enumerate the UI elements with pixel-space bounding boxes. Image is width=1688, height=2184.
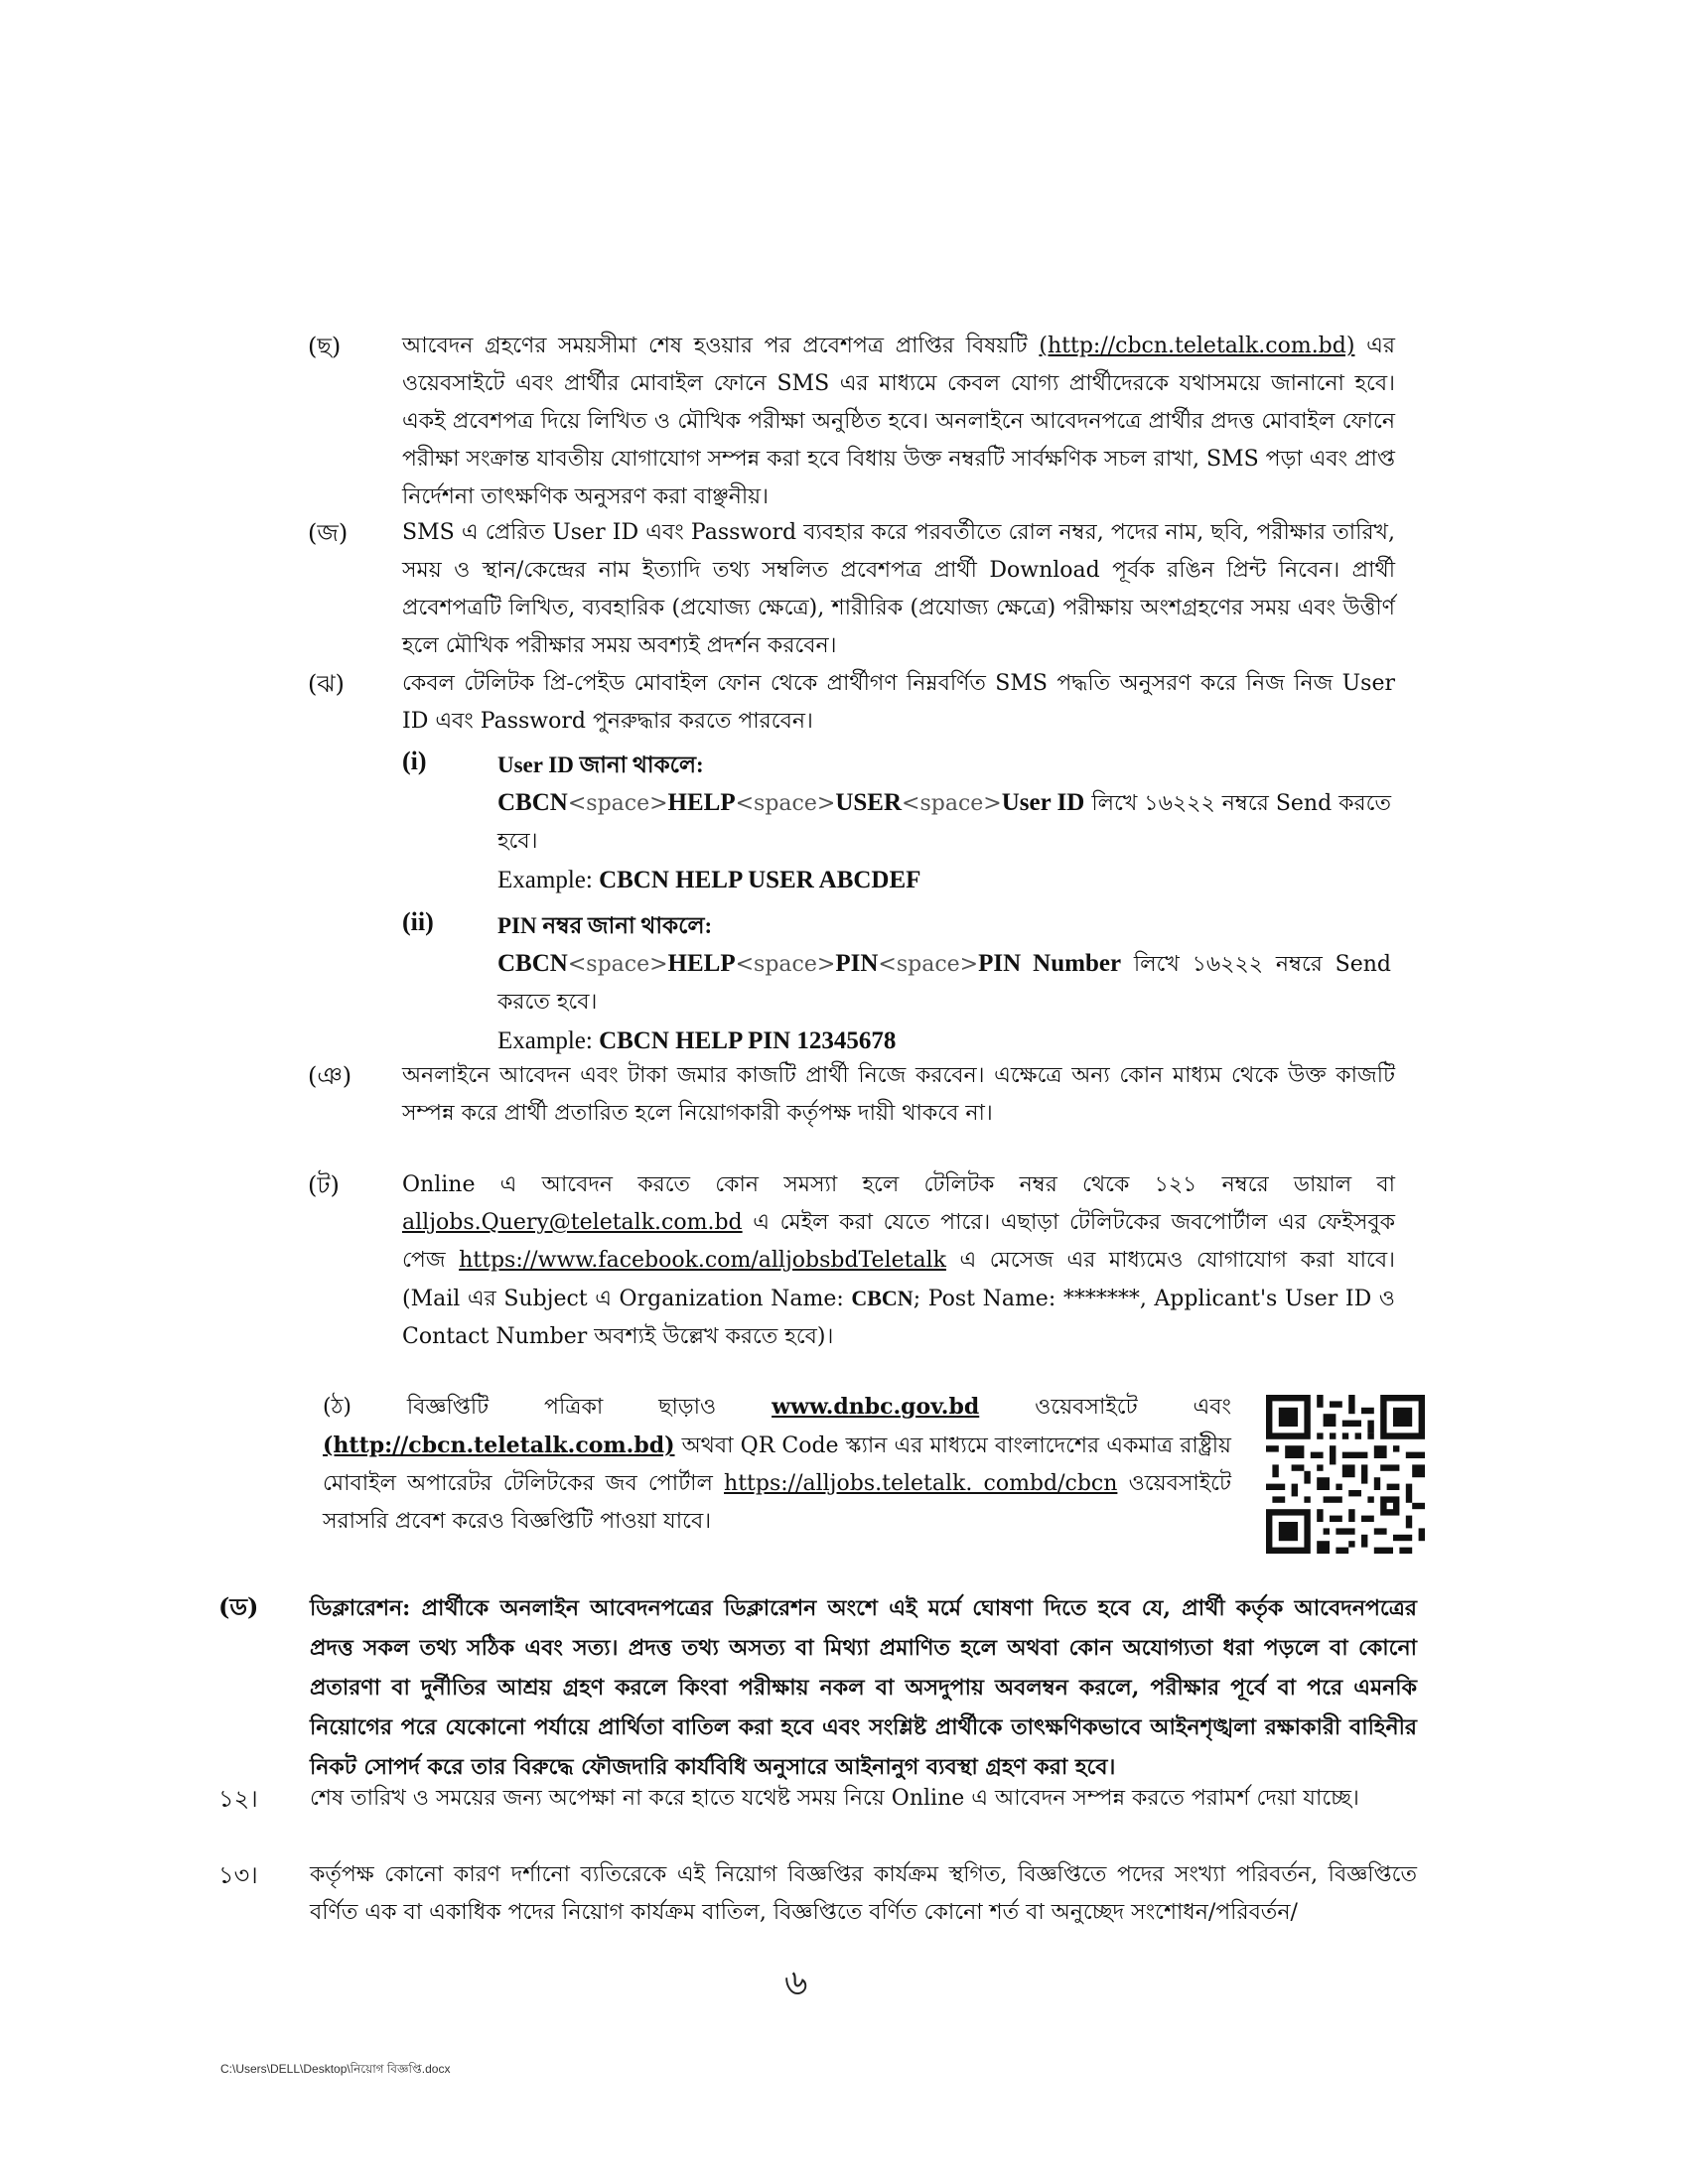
- item-ta-label: (ট): [308, 1171, 340, 1199]
- item-da-label: (ড): [218, 1592, 259, 1621]
- sub-ii-example: [497, 1022, 1391, 1061]
- item-jho-text: কেবল টেলিটক প্রি-পেইড মোবাইল ফোন থেকে প্রার্থীগণ নিম্নবর্ণিত SMS পদ্ধতি অনুসরণ করে নিজ নিজ User ID এবং Password পুনরুদ্ধার করতে পারবেন।: [402, 671, 1395, 734]
- item-jha-label: (জ): [308, 519, 349, 547]
- cmd-ii-tail: লিখে ১৬২২২ নম্বরে Send করতে হবে।: [497, 952, 1391, 1015]
- item-tha-text-d: ওয়েবসাইটে সরাসরি প্রবেশ করেও বিজ্ঞপ্তিটি পাওয়া যাবে।: [323, 1471, 1231, 1534]
- cmd-i-2: HELP: [667, 789, 736, 816]
- sub-ii-body: [497, 907, 1391, 1061]
- sub-i-example-label: Example:: [497, 867, 593, 893]
- cbcn-link[interactable]: (http://cbcn.teletalk.com.bd): [1039, 334, 1355, 358]
- item-12-label: ১২।: [218, 1785, 258, 1813]
- footer-file-path: C:\Users\DELL\Desktop\নিয়োগ বিজ্ঞপ্তি.docx: [220, 2062, 451, 2076]
- page-number: ৬: [784, 1963, 808, 2003]
- item-ta-text-b: এ মেইল করা যেতে পারে। এছাড়া টেলিটকের জবপোর্টাল এর ফেইসবুক পেজ: [402, 1210, 1396, 1273]
- item-jho-label: (ঝ): [308, 670, 345, 698]
- sub-i-example: [497, 861, 1391, 900]
- item-ta-text-a: Online এ আবেদন করতে কোন সমস্যা হলে টেলিটক নম্বর থেকে ১২১ নম্বরে ডায়াল বা: [402, 1172, 1395, 1197]
- item-12-text: শেষ তারিখ ও সময়ের জন্য অপেক্ষা না করে হাতে যথেষ্ট সময় নিয়ে Online এ আবেদন সম্পন্ন করতে পরামর্শ দেয়া যাচ্ছে।: [310, 1786, 1359, 1811]
- alljobs-portal-link[interactable]: https://alljobs.teletalk. combd/cbcn: [724, 1471, 1118, 1496]
- item-nio-text: অনলাইনে আবেদন এবং টাকা জমার কাজটি প্রার্থী নিজে করবেন। এক্ষেত্রে অন্য কোন মাধ্যম থেকে উক্ত কাজটি সম্পন্ন করে প্রার্থী প্রতারিত হলে নিয়োগকারী কর্তৃপক্ষ দায়ী থাকবে না।: [402, 1063, 1395, 1126]
- cmd-ii-5: <space>: [878, 952, 979, 977]
- item-tha-text-b: ওয়েবসাইটে এবং: [1035, 1395, 1231, 1420]
- item-chha-text-a: আবেদন গ্রহণের সময়সীমা শেষ হওয়ার পর প্রবেশপত্র প্রাপ্তির বিষয়টি: [402, 334, 1028, 358]
- item-chha-body: [402, 328, 1395, 516]
- qr-code-icon[interactable]: [1266, 1395, 1425, 1554]
- sub-i-label: (i): [402, 747, 427, 775]
- cmd-i-6: User ID: [1001, 789, 1085, 816]
- sub-ii-title: PIN নম্বর জানা থাকলে:: [497, 913, 713, 938]
- item-tha-label: (ঠ): [323, 1395, 352, 1420]
- sub-i-title: User ID জানা থাকলে:: [497, 752, 704, 777]
- cmd-ii-3: <space>: [735, 952, 836, 977]
- item-ta-text-d: ; Post Name: *******, Applicant's User ID ও Contact Number অবশ্যই উল্লেখ করতে হবে)।: [402, 1287, 1395, 1349]
- dnbc-site-link[interactable]: www.dnbc.gov.bd: [772, 1394, 980, 1420]
- cmd-ii-4: PIN: [835, 950, 879, 977]
- sub-ii-label: (ii): [402, 907, 434, 936]
- cmd-i-1: <space>: [567, 791, 668, 816]
- cbcn-site-link[interactable]: (http://cbcn.teletalk.com.bd): [323, 1433, 675, 1458]
- item-tha-text-a: বিজ্ঞপ্তিটি পত্রিকা ছাড়াও: [406, 1395, 717, 1420]
- sub-ii-example-value: CBCN HELP PIN 12345678: [599, 1027, 897, 1054]
- cmd-i-5: <space>: [902, 791, 1002, 816]
- org-name: CBCN: [851, 1286, 914, 1310]
- cmd-i-3: <space>: [735, 791, 836, 816]
- item-13-text: কর্তৃপক্ষ কোনো কারণ দর্শানো ব্যতিরেকে এই নিয়োগ বিজ্ঞপ্তির কার্যক্রম স্থগিত, বিজ্ঞপ্তিতে পদের সংখ্যা পরিবর্তন, বিজ্ঞপ্তিতে বর্ণিত এক বা একাধিক পদের নিয়োগ কার্যক্রম বাতিল, বিজ্ঞপ্তিতে বর্ণিত কোনো শর্ত বা অনুচ্ছেদ সংশোধন/পরিবর্তন/: [310, 1862, 1417, 1925]
- item-chha-text-b: এর ওয়েবসাইটে এবং প্রার্থীর মোবাইল ফোনে SMS এর মাধ্যমে কেবল যোগ্য প্রার্থীদেরকে যথাসময়ে জানানো হবে। একই প্রবেশপত্র দিয়ে লিখিত ও মৌখিক পরীক্ষা অনুষ্ঠিত হবে। অনলাইনে আবেদনপত্রে প্রার্থীর প্রদত্ত মোবাইল ফোনে পরীক্ষা সংক্রান্ত যাবতীয় যোগাযোগ সম্পন্ন করা হবে বিধায় উক্ত নম্বরটি সার্বক্ষণিক সচল রাখা, SMS পড়া এবং প্রাপ্ত নির্দেশনা তাৎক্ষণিক অনুসরণ করা বাঞ্ছনীয়।: [402, 334, 1395, 509]
- cmd-ii-2: HELP: [667, 950, 736, 977]
- item-13-label: ১৩।: [218, 1861, 258, 1889]
- item-da-text: ডিক্লারেশন: প্রার্থীকে অনলাইন আবেদনপত্রের ডিক্লারেশন অংশে এই মর্মে ঘোষণা দিতে হবে যে, প্রার্থী কর্তৃক আবেদনপত্রের প্রদত্ত সকল তথ্য সঠিক এবং সত্য। প্রদত্ত তথ্য অসত্য বা মিথ্যা প্রমাণিত হলে অথবা কোন অযোগ্যতা ধরা পড়লে বা কোনো প্রতারণা বা দুর্নীতির আশ্রয় গ্রহণ করলে কিংবা পরীক্ষায় নকল বা অসদুপায় অবলম্বন করলে, পরীক্ষার পূর্বে বা পরে এমনকি নিয়োগের পরে যেকোনো পর্যায়ে প্রার্থিতা বাতিল করা হবে এবং সংশ্লিষ্ট প্রার্থীকে তাৎক্ষণিকভাবে আইনশৃঙ্খলা রক্ষাকারী বাহিনীর নিকট সোপর্দ করে তার বিরুদ্ধে ফৌজদারি কার্যবিধি অনুসারে আইনানুগ ব্যবস্থা গ্রহণ করা হবে।: [310, 1595, 1417, 1780]
- sub-i-command: [497, 784, 1391, 861]
- sub-i-body: [497, 747, 1391, 900]
- cmd-i-4: USER: [835, 789, 903, 816]
- item-tha-body: [323, 1388, 1231, 1541]
- facebook-page-link[interactable]: https://www.facebook.com/alljobsbdTeletalk: [459, 1248, 946, 1273]
- item-ta-body: [402, 1166, 1395, 1356]
- item-ta-text-c: এ মেসেজ এর মাধ্যমেও যোগাযোগ করা যাবে। (Mail এর Subject এ Organization Name:: [402, 1248, 1395, 1311]
- sub-i-example-value: CBCN HELP USER ABCDEF: [599, 867, 921, 893]
- cmd-i-tail: লিখে ১৬২২২ নম্বরে Send করতে হবে।: [497, 791, 1392, 854]
- item-chha-label: (ছ): [308, 333, 342, 360]
- item-jha-text: SMS এ প্রেরিত User ID এবং Password ব্যবহার করে পরবর্তীতে রোল নম্বর, পদের নাম, ছবি, পরীক্ষার তারিখ, সময় ও স্থান/কেন্দ্রের নাম ইত্যাদি তথ্য সম্বলিত প্রবেশপত্র প্রার্থী Download পূর্বক রঙিন প্রিন্ট নিবেন। প্রার্থী প্রবেশপত্রটি লিখিত, ব্যবহারিক (প্রযোজ্য ক্ষেত্রে), শারীরিক (প্রযোজ্য ক্ষেত্রে) পরীক্ষায় অংশগ্রহণের সময় এবং উত্তীর্ণ হলে মৌখিক পরীক্ষার সময় অবশ্যই প্রদর্শন করবেন।: [402, 520, 1395, 658]
- cmd-i-0: CBCN: [497, 789, 568, 816]
- sub-ii-example-label: Example:: [497, 1027, 593, 1054]
- item-tha-text-c: অথবা QR Code স্ক্যান এর মাধ্যমে বাংলাদেশের একমাত্র রাষ্ট্রীয় মোবাইল অপারেটর টেলিটকের জব পোর্টাল: [323, 1433, 1231, 1496]
- cmd-ii-0: CBCN: [497, 950, 568, 977]
- cmd-ii-1: <space>: [567, 952, 668, 977]
- item-nio-label: (ঞ): [308, 1062, 352, 1090]
- sub-ii-command: [497, 945, 1391, 1022]
- cmd-ii-6: PIN Number: [978, 950, 1122, 977]
- support-email-link[interactable]: alljobs.Query@teletalk.com.bd: [402, 1210, 743, 1235]
